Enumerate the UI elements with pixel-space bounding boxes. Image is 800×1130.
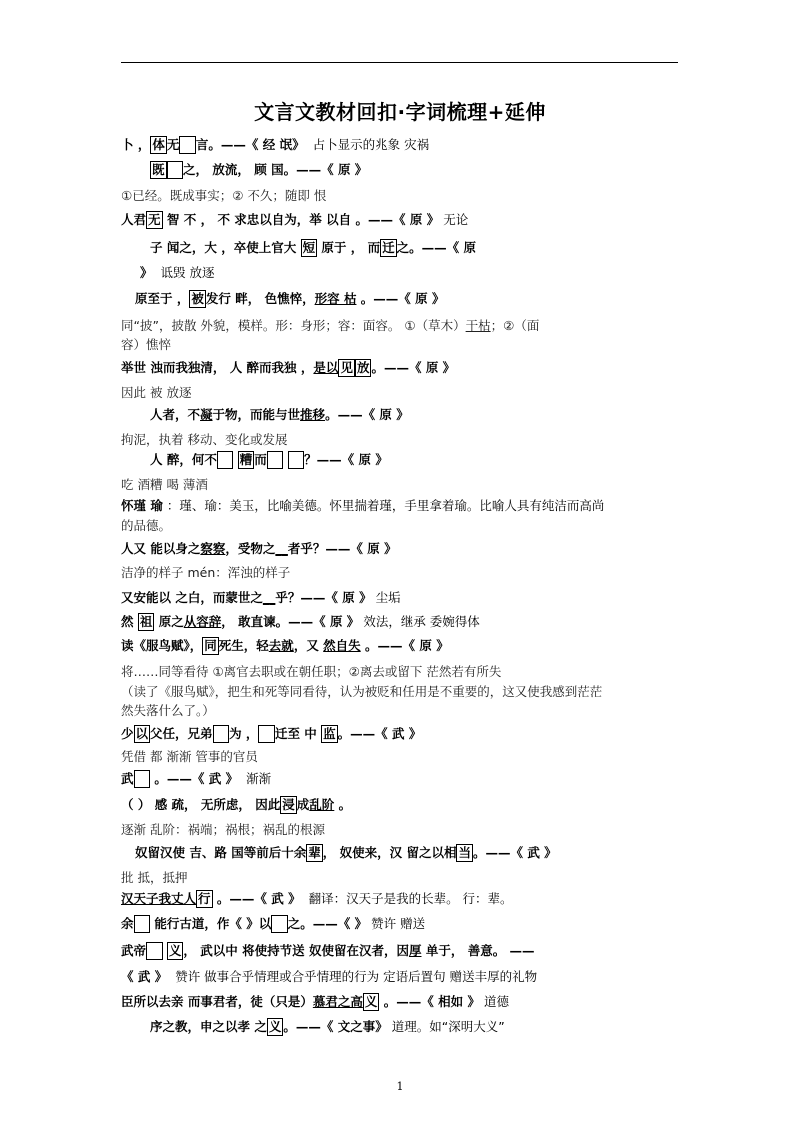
- text-segment: ， 武以中 将使持节送 奴使留在汉者，因: [183, 943, 409, 958]
- boxed-char: 短: [302, 240, 316, 255]
- gloss-note: ：瑾、瑜：美玉，比喻美德。怀里揣着瑾，手里拿着瑜。比喻人具有纯洁而高尚: [166, 498, 605, 513]
- text-segment: 言。——《 经 氓》: [195, 137, 305, 152]
- gloss-note: 效法，继承 委婉得体: [363, 614, 480, 629]
- gloss-note: 道德: [483, 994, 509, 1009]
- boxed-char: 祖: [139, 614, 153, 629]
- text-segment: 原之: [154, 614, 184, 629]
- boxed-char: [271, 915, 288, 933]
- text-line: [150, 160, 712, 180]
- text-line: [121, 889, 683, 909]
- text-segment: 序之教，申之以孝 之: [150, 1019, 267, 1034]
- text-line: [121, 701, 683, 721]
- text-segment: ；②（面: [490, 318, 540, 333]
- text-segment: 。——《 原 》: [356, 291, 445, 306]
- text-line: [121, 868, 683, 888]
- boxed-char: 迁: [382, 240, 395, 255]
- gloss-note: 占卜显示的兆象 灾祸: [308, 137, 430, 152]
- text-segment: 于物，而能与世: [212, 407, 301, 422]
- text-line: [150, 405, 712, 425]
- text-line: [121, 820, 683, 840]
- gloss-note: 渐渐: [242, 771, 272, 786]
- text-segment: 》: [140, 265, 153, 280]
- page-title: 文言文教材回扣·字词梳理+延伸: [254, 100, 546, 124]
- text-segment: 读《服鸟赋》，: [121, 638, 203, 653]
- text-segment: 卜: [121, 137, 134, 152]
- text-segment: 。——《 武 》: [150, 771, 239, 786]
- text-segment: 。——《 原 》: [371, 360, 456, 375]
- text-segment: 人 醉，何不: [150, 452, 217, 467]
- text-line: [121, 516, 683, 536]
- boxed-char: 无: [148, 212, 161, 227]
- text-segment: 。——《 原 》: [360, 638, 449, 653]
- text-line: [150, 1017, 712, 1037]
- text-segment: 《 武 》: [121, 969, 168, 984]
- text-segment: 。——《 相如 》: [379, 994, 480, 1009]
- text-line: [121, 795, 683, 815]
- text-segment: 少: [121, 726, 134, 741]
- underlined-phrase: 然自失: [323, 638, 361, 653]
- boxed-char: 放: [356, 360, 370, 375]
- underlined-phrase: 是以: [313, 360, 339, 375]
- text-segment: 武: [121, 771, 134, 786]
- text-line: [121, 358, 683, 378]
- text-segment: 因此 被 放逐: [121, 385, 192, 400]
- boxed-char: 既: [152, 162, 165, 177]
- page-number: 1: [396, 1080, 404, 1093]
- underlined-phrase: 厚: [408, 943, 422, 958]
- text-line: [121, 967, 683, 987]
- text-segment: 智 不 ， 不 求忠以自为，举 以自 。——《 原 》: [162, 212, 440, 227]
- text-segment: 之。——《 》: [287, 916, 368, 931]
- text-segment: 拘泥，执着 移动、变化或发展: [121, 432, 288, 447]
- text-segment: 武帝: [121, 943, 147, 958]
- text-segment: ？——《 原 》: [304, 452, 388, 467]
- boxed-char: 同: [204, 638, 217, 653]
- text-segment: （读了《服鸟赋》，把生和死等同看待，认为被贬和任用是不重要的，这又使我感到茫茫: [121, 684, 603, 699]
- text-segment: ①已经。既成事实；② 不久；随即 恨: [121, 188, 327, 203]
- text-line: [121, 475, 683, 495]
- text-line: [135, 843, 697, 863]
- text-line: [121, 563, 683, 583]
- text-segment: 发行 畔， 色憔悴，: [205, 291, 315, 306]
- boxed-char: [288, 451, 305, 469]
- text-segment: 原至于 ，: [135, 291, 190, 306]
- text-segment: 的品德。: [121, 518, 172, 533]
- text-line: [121, 335, 683, 355]
- underlined-phrase: 察察: [200, 541, 226, 556]
- text-line: [121, 682, 683, 702]
- text-segment: 迁至 中: [274, 726, 322, 741]
- text-segment: 而: [254, 452, 267, 467]
- text-segment: 为 ，: [229, 726, 259, 741]
- text-segment: 容）憔悴: [121, 337, 172, 352]
- text-segment: 子 闻之，大 ，卒使上官大: [150, 240, 301, 255]
- text-segment: ，: [133, 137, 151, 152]
- boxed-char: 见: [340, 360, 353, 375]
- text-line: [121, 135, 683, 155]
- text-segment: 者乎？——《 原 》: [287, 541, 397, 556]
- text-segment: 死生，轻: [218, 638, 269, 653]
- text-segment: 之， 放流， 顾 国。——《 原 》: [183, 162, 368, 177]
- text-segment: ，又: [293, 638, 324, 653]
- text-line: [121, 992, 683, 1012]
- boxed-char: 糟: [239, 452, 253, 467]
- boxed-char: [213, 725, 230, 743]
- text-segment: 无: [166, 137, 180, 152]
- text-segment: 。——《 武 》: [212, 891, 301, 906]
- text-segment: 乎？——《 原 》: [275, 590, 372, 605]
- boxed-char: 监: [323, 726, 336, 741]
- gloss-note: 翻译：汉天子是我的长辈。 行：辈。: [304, 891, 513, 906]
- text-segment: 又安能以 之白，而蒙世之: [121, 590, 263, 605]
- gloss-note: 赞许 赠送: [371, 916, 426, 931]
- text-segment: 。——《 原 》: [325, 407, 409, 422]
- text-segment: 。——《 文之事》: [283, 1019, 388, 1034]
- text-line: [140, 263, 702, 283]
- text-segment: 奴留汉使 吉、路 国等前后十余: [135, 845, 307, 860]
- gloss-note: 尘垢: [375, 590, 401, 605]
- text-segment: 洁净的样子 mén：浑浊的样子: [121, 565, 291, 580]
- underlined-phrase: 干枯: [465, 318, 491, 333]
- underlined-phrase: 汉天子我丈人: [121, 891, 197, 906]
- text-segment: ， 奴使来，汉 留之以相: [322, 845, 457, 860]
- text-segment: 同“披”，披散 外貌，模样。形：身形；容：面容。 ①（草木）: [121, 318, 466, 333]
- text-line: [121, 612, 683, 632]
- text-segment: 之。——《 原: [396, 240, 477, 255]
- boxed-char: [134, 770, 151, 788]
- boxed-char: 义: [364, 994, 378, 1009]
- boxed-char: [167, 161, 184, 179]
- boxed-char: 被: [191, 291, 204, 306]
- boxed-char: [217, 451, 234, 469]
- text-line: [121, 636, 683, 656]
- text-segment: 能行古道，作《 》以: [150, 916, 272, 931]
- text-segment: 臣所以去亲 而事君者，徒（只是）: [121, 994, 313, 1009]
- text-segment: 将……同等看待 ①离官去职或在朝任职；②离去或留下 茫然若有所失: [121, 664, 502, 679]
- gloss-note: 无论: [443, 212, 469, 227]
- boxed-char: 辈: [308, 845, 321, 860]
- boxed-char: [179, 136, 196, 154]
- boxed-char: [258, 725, 275, 743]
- underlined-phrase: 形容 枯: [314, 291, 357, 306]
- underlined-phrase: 从容辞: [183, 614, 222, 629]
- text-line: [121, 316, 683, 336]
- boxed-char: 义: [268, 1019, 282, 1034]
- boxed-char: 当: [458, 845, 471, 860]
- gloss-note: 赞许 做事合乎情理或合乎情理的行为 定语后置句 赠送丰厚的礼物: [171, 969, 538, 984]
- boxed-char: 体: [152, 137, 165, 152]
- text-segment: 。: [334, 797, 352, 812]
- text-segment: 。——《 武 》: [472, 845, 557, 860]
- text-line: [121, 496, 683, 516]
- text-line: [121, 383, 683, 403]
- text-segment: 然失落什么了。）: [121, 703, 215, 718]
- text-segment: 逐渐 乱阶：祸端；祸根；祸乱的根源: [121, 822, 325, 837]
- gloss-note: 诋毁 放逐: [156, 265, 215, 280]
- underlined-phrase: __: [262, 590, 276, 605]
- text-line: [135, 289, 697, 309]
- text-segment: 人者，不: [150, 407, 201, 422]
- text-line: [150, 450, 712, 470]
- text-segment: 父任，兄弟: [150, 726, 213, 741]
- underlined-phrase: __: [275, 541, 288, 556]
- boxed-char: 义: [168, 943, 182, 958]
- text-segment: 余: [121, 916, 134, 931]
- text-segment: 怀瑾 瑜: [121, 498, 163, 513]
- boxed-char: [146, 942, 163, 960]
- underlined-phrase: 去就: [268, 638, 294, 653]
- text-line: [121, 747, 683, 767]
- text-line: [150, 238, 712, 258]
- underlined-phrase: 推移: [300, 407, 326, 422]
- underlined-phrase: 凝: [200, 407, 213, 422]
- boxed-char: 以: [135, 726, 149, 741]
- text-segment: （ ） 感 疏， 无所虑， 因此: [121, 797, 281, 812]
- text-segment: 成: [296, 797, 310, 812]
- text-segment: 凭借 都 渐渐 管事的官员: [121, 749, 258, 764]
- text-line: [121, 662, 683, 682]
- header-rule: [121, 62, 678, 63]
- gloss-note: 道理。如“深明大义”: [391, 1019, 505, 1034]
- boxed-char: 浸: [282, 797, 295, 812]
- text-segment: 批 抵，抵押: [121, 870, 188, 885]
- text-segment: 人君: [121, 212, 147, 227]
- text-line: [121, 210, 683, 230]
- underlined-phrase: 乱阶: [309, 797, 335, 812]
- text-line: [121, 186, 683, 206]
- text-segment: 举世 浊而我独清， 人 醉而我独 ，: [121, 360, 314, 375]
- text-segment: ， 敢直谏。——《 原 》: [221, 614, 360, 629]
- text-segment: 。——《 武 》: [337, 726, 422, 741]
- text-line: [121, 430, 683, 450]
- text-line: [121, 539, 683, 559]
- underlined-phrase: 慕君之高: [312, 994, 363, 1009]
- boxed-char: [267, 451, 284, 469]
- text-segment: 吃 酒糟 喝 薄酒: [121, 477, 208, 492]
- text-segment: ，受物之: [225, 541, 276, 556]
- text-segment: 人又 能以身之: [121, 541, 201, 556]
- text-segment: 原于 ， 而: [317, 240, 381, 255]
- text-line: [121, 588, 683, 608]
- text-segment: 然: [121, 614, 138, 629]
- text-segment: 单于， 善意。 ——: [421, 943, 535, 958]
- text-line: [121, 914, 683, 934]
- boxed-char: [134, 915, 151, 933]
- text-line: [121, 941, 683, 961]
- text-line: [121, 724, 683, 744]
- text-line: [121, 769, 683, 789]
- boxed-char: 行: [198, 891, 211, 906]
